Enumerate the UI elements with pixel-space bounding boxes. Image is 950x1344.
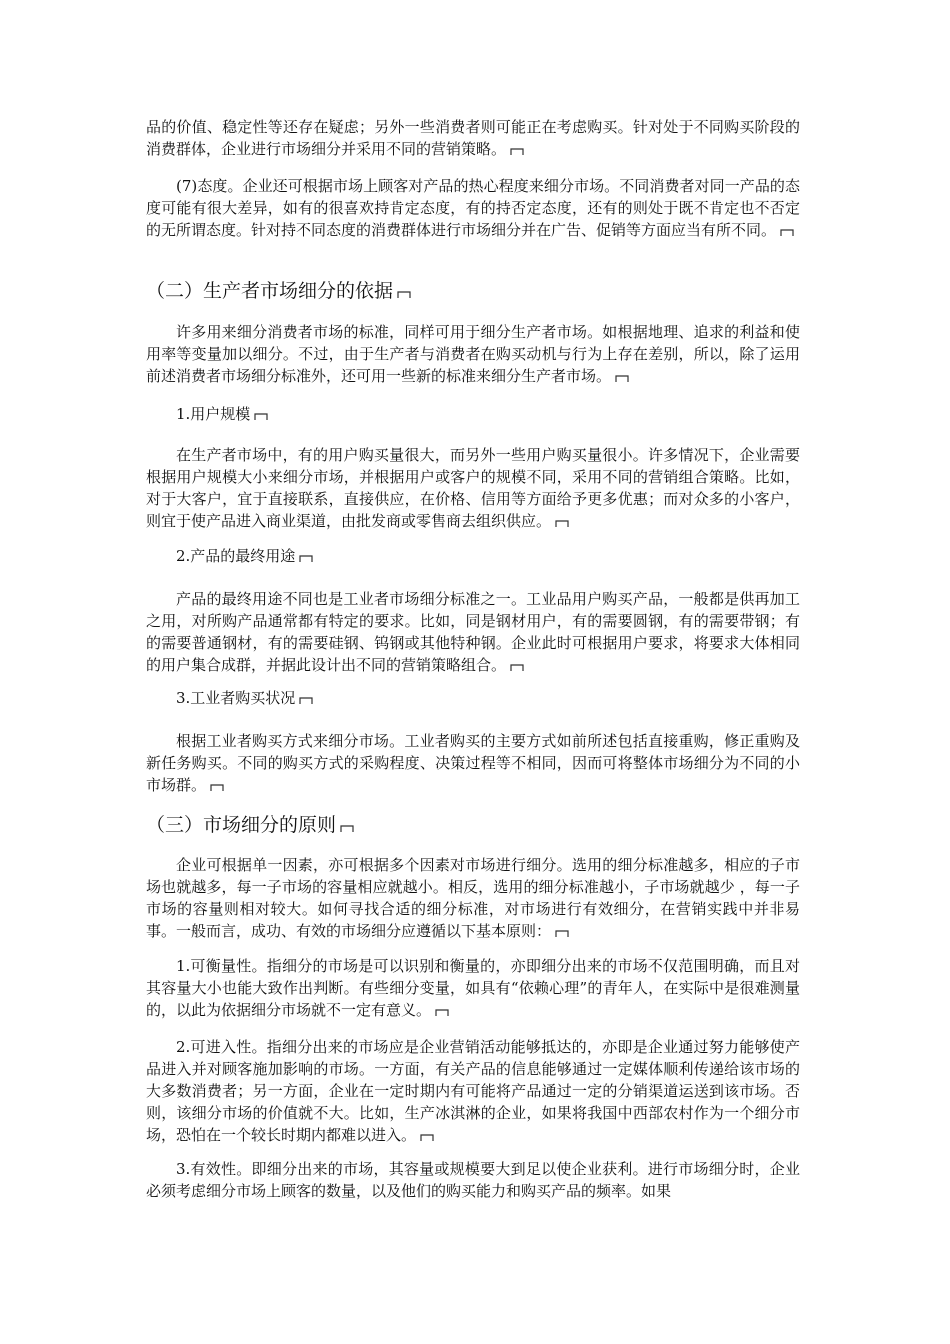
subheading-text: 1.用户规模: [176, 405, 251, 423]
paragraph-producer-intro: [146, 321, 800, 387]
paragraph-text: 许多用来细分消费者市场的标准，同样可用于细分生产者市场。如根据地理、追求的利益和使用率等变量加以细分。不过，由于生产者与消费者在购买动机与行为上存在差别，所以，除了运用前述消费者市场细分标准外，还可用一些新的标准来细分生产者市场。: [146, 323, 800, 385]
paragraph-mark-icon: [254, 413, 268, 420]
paragraph-mark-icon: [615, 375, 629, 382]
paragraph-text: (7)态度。企业还可根据市场上顾客对产品的热心程度来细分市场。不同消费者对同一产品的态度可能有很大差异，如有的很喜欢持肯定态度，有的持否定态度，还有的则处于既不肯定也不否定的无所谓态度。针对持不同态度的消费群体进行市场细分并在广告、促销等方面应当有所不同。: [146, 177, 800, 239]
paragraph-mark-icon: [299, 555, 313, 562]
paragraph-text: 根据工业者购买方式来细分市场。工业者购买的主要方式如前所述包括直接重购，修正重购及新任务购买。不同的购买方式的采购程度、决策过程等不相同，因而可将整体市场细分为不同的小市场群。: [146, 732, 800, 794]
paragraph-mark-icon: [510, 664, 524, 671]
paragraph-purchase-stage: [146, 116, 800, 160]
paragraph-text: 2.可进入性。指细分出来的市场应是企业营销活动能够抵达的，亦即是企业通过努力能够使产品进入并对顾客施加影响的市场。一方面，有关产品的信息能够通过一定媒体顺利传递给该市场的大多数消费者；另一方面，企业在一定时期内有可能将产品通过一定的分销渠道运送到该市场。否则，该细分市场的价值就不大。比如，生产冰淇淋的企业，如果将我国中西部农村作为一个细分市场，恐怕在一个较长时期内都难以进入。: [146, 1038, 800, 1144]
section-heading-principles: [146, 811, 800, 839]
heading-text: （三）市场细分的原则: [146, 814, 337, 836]
subheading-user-scale: [146, 403, 800, 425]
paragraph-mark-icon: [510, 148, 524, 155]
paragraph-measurability: [146, 955, 800, 1021]
subheading-text: 3.工业者购买状况: [176, 689, 296, 707]
paragraph-mark-icon: [420, 1134, 434, 1141]
paragraph-mark-icon: [299, 697, 313, 704]
paragraph-principles-intro: [146, 854, 800, 942]
paragraph-mark-icon: [435, 1009, 449, 1016]
heading-text: （二）生产者市场细分的依据: [146, 280, 394, 302]
paragraph-text: 品的价值、稳定性等还存在疑虑；另外一些消费者则可能正在考虑购买。针对处于不同购买阶段的消费群体，企业进行市场细分并采用不同的营销策略。: [146, 118, 800, 158]
paragraph-mark-icon: [210, 784, 224, 791]
paragraph-mark-icon: [340, 825, 354, 832]
paragraph-text: 在生产者市场中，有的用户购买量很大，而另外一些用户购买量很小。许多情况下，企业需要根据用户规模大小来细分市场，并根据用户或客户的规模不同，采用不同的营销组合策略。比如，对于大客户，宜于直接联系，直接供应，在价格、信用等方面给予更多优惠；而对众多的小客户，则宜于使产品进入商业渠道，由批发商或零售商去组织供应。: [146, 446, 800, 530]
paragraph-text: 企业可根据单一因素，亦可根据多个因素对市场进行细分。选用的细分标准越多，相应的子市场也就越多，每一子市场的容量相应就越小。相反，选用的细分标准越小，子市场就越少 ，每一子市场的容量则相对较大。如何寻找合适的细分标准，对市场进行有效细分，在营销实践中并非易事。一般而言，成功、有效的市场细分应遵循以下基本原则：: [146, 856, 800, 940]
section-heading-producer-basis: [146, 277, 800, 305]
subheading-text: 2.产品的最终用途: [176, 547, 296, 565]
paragraph-purchase-status: [146, 730, 800, 796]
paragraph-mark-icon: [397, 291, 411, 298]
paragraph-end-use: [146, 588, 800, 676]
paragraph-mark-icon: [555, 930, 569, 937]
paragraph-attitude: [146, 175, 800, 241]
paragraph-user-scale: [146, 444, 800, 532]
paragraph-effectiveness: [146, 1158, 800, 1202]
paragraph-text: 3.有效性。即细分出来的市场，其容量或规模要大到足以使企业获利。进行市场细分时，企业必须考虑细分市场上顾客的数量，以及他们的购买能力和购买产品的频率。如果: [146, 1160, 800, 1200]
subheading-end-use: [146, 545, 800, 567]
subheading-purchase-status: [146, 687, 800, 709]
paragraph-text: 产品的最终用途不同也是工业者市场细分标准之一。工业品用户购买产品，一般都是供再加工之用，对所购产品通常都有特定的要求。比如，同是钢材用户，有的需要圆钢，有的需要带钢；有的需要普通钢材，有的需要硅钢、钨钢或其他特种钢。企业此时可根据用户要求，将要求大体相同的用户集合成群，并据此设计出不同的营销策略组合。: [146, 590, 800, 674]
paragraph-text: 1.可衡量性。指细分的市场是可以识别和衡量的，亦即细分出来的市场不仅范围明确，而且对其容量大小也能大致作出判断。有些细分变量，如具有“依赖心理”的青年人，在实际中是很难测量的，以此为依据细分市场就不一定有意义。: [146, 957, 800, 1019]
paragraph-mark-icon: [780, 229, 794, 236]
paragraph-mark-icon: [555, 520, 569, 527]
paragraph-accessibility: [146, 1036, 800, 1146]
